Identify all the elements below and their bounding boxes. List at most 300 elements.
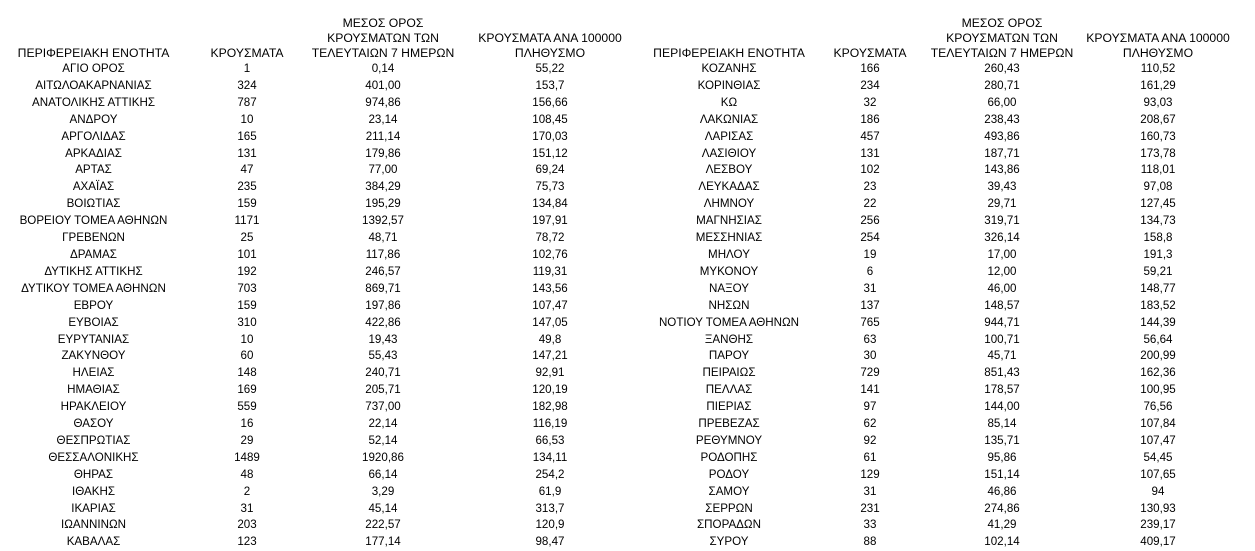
region-cell: ΓΡΕΒΕΝΩΝ: [62, 231, 125, 245]
region-cell: ΑΡΤΑΣ: [75, 163, 112, 177]
cases-cell: 30: [863, 349, 877, 363]
region-cell: ΑΡΚΑΔΙΑΣ: [65, 146, 122, 160]
avg-7-days-cell: 77,00: [368, 163, 398, 177]
per-100000-cell: 173,78: [1140, 146, 1176, 160]
cases-cell: 165: [237, 129, 257, 143]
cases-cell: 254: [860, 231, 880, 245]
per-100000-cell: 191,3: [1143, 247, 1173, 261]
avg-7-days-cell: 23,14: [368, 112, 398, 126]
avg-7-days-cell: 1920,86: [362, 450, 404, 464]
table-row: [0, 501, 641, 518]
header-cases: ΚΡΟΥΣΜΑΤΑ: [833, 46, 907, 60]
avg-7-days-cell: 187,71: [984, 146, 1020, 160]
region-cell: ΜΗΛΟΥ: [708, 247, 750, 261]
avg-7-days-cell: 48,71: [368, 231, 398, 245]
avg-7-days-cell: 197,86: [365, 298, 401, 312]
header-cases: ΚΡΟΥΣΜΑΤΑ: [210, 46, 284, 60]
cases-cell: 88: [863, 535, 877, 549]
cases-cell: 159: [237, 197, 257, 211]
region-cell: ΗΡΑΚΛΕΙΟΥ: [60, 400, 127, 414]
cases-cell: 2: [243, 484, 251, 498]
per-100000-cell: 148,77: [1140, 281, 1176, 295]
per-100000-cell: 107,47: [1140, 433, 1176, 447]
avg-7-days-cell: 102,14: [984, 535, 1020, 549]
right-data-table: [644, 11, 1238, 551]
table-row: [0, 382, 641, 399]
region-cell: ΛΑΣΙΘΙΟΥ: [701, 146, 757, 160]
header-per-100000: ΚΡΟΥΣΜΑΤΑ ΑΝΑ 100000 ΠΛΗΘΥΣΜΟ: [478, 31, 622, 60]
per-100000-cell: 120,9: [535, 518, 565, 532]
avg-7-days-cell: 944,71: [984, 315, 1020, 329]
region-cell: ΝΑΞΟΥ: [708, 281, 750, 295]
per-100000-cell: 66,53: [535, 433, 565, 447]
region-cell: ΔΥΤΙΚΟΥ ΤΟΜΕΑ ΑΘΗΝΩΝ: [21, 281, 166, 295]
avg-7-days-cell: 143,86: [984, 163, 1020, 177]
region-cell: ΛΑΡΙΣΑΣ: [704, 129, 754, 143]
table-row: [0, 247, 641, 264]
region-cell: ΚΑΒΑΛΑΣ: [66, 535, 121, 549]
cases-cell: 48: [240, 467, 254, 481]
cases-cell: 131: [237, 146, 257, 160]
avg-7-days-cell: 117,86: [365, 247, 401, 261]
per-100000-cell: 107,47: [532, 298, 568, 312]
region-cell: ΣΕΡΡΩΝ: [705, 501, 753, 515]
avg-7-days-cell: 179,86: [365, 146, 401, 160]
header-avg-7-days: ΜΕΣΟΣ ΟΡΟΣ ΚΡΟΥΣΜΑΤΩΝ ΤΩΝ ΤΕΛΕΥΤΑΙΩΝ 7 ΗΜΕΡΩΝ: [311, 16, 455, 60]
per-100000-cell: 61,9: [538, 484, 562, 498]
region-cell: ΡΟΔΟΠΗΣ: [700, 450, 758, 464]
avg-7-days-cell: 280,71: [984, 78, 1020, 92]
avg-7-days-cell: 222,57: [365, 518, 401, 532]
per-100000-cell: 102,76: [532, 247, 568, 261]
table-row: [644, 517, 1238, 534]
cases-cell: 129: [860, 467, 880, 481]
avg-7-days-cell: 211,14: [365, 129, 401, 143]
per-100000-cell: 144,39: [1140, 315, 1176, 329]
table-row: [0, 112, 641, 129]
table-row: [644, 315, 1238, 332]
region-cell: ΕΒΡΟΥ: [73, 298, 114, 312]
avg-7-days-cell: 52,14: [368, 433, 398, 447]
region-cell: ΛΕΥΚΑΔΑΣ: [698, 180, 760, 194]
cases-cell: 166: [860, 62, 880, 75]
per-100000-cell: 134,11: [532, 450, 568, 464]
header-region: ΠΕΡΙΦΕΡΕΙΑΚΗ ΕΝΟΤΗΤΑ: [653, 46, 805, 60]
region-cell: ΑΝΑΤΟΛΙΚΗΣ ΑΤΤΙΚΗΣ: [31, 95, 155, 109]
avg-7-days-cell: 326,14: [984, 231, 1020, 245]
left-table-body: [0, 61, 641, 551]
cases-cell: 787: [237, 95, 257, 109]
per-100000-cell: 254,2: [535, 467, 565, 481]
region-cell: ΙΩΑΝΝΙΝΩΝ: [61, 518, 126, 532]
table-row: [644, 162, 1238, 179]
per-100000-cell: 409,17: [1140, 535, 1176, 549]
cases-cell: 61: [863, 450, 877, 464]
avg-7-days-cell: 85,14: [987, 417, 1017, 431]
table-row: [644, 416, 1238, 433]
per-100000-cell: 156,66: [532, 95, 568, 109]
table-row: [644, 450, 1238, 467]
region-cell: ΜΥΚΟΝΟΥ: [699, 264, 759, 278]
per-100000-cell: 55,22: [535, 62, 565, 75]
cases-cell: 92: [863, 433, 877, 447]
avg-7-days-cell: 246,57: [365, 264, 401, 278]
cases-cell: 10: [240, 332, 254, 346]
region-cell: ΑΡΓΟΛΙΔΑΣ: [61, 129, 126, 143]
avg-7-days-cell: 66,14: [368, 467, 398, 481]
table-row: [0, 416, 641, 433]
table-row: [644, 484, 1238, 501]
table-row: [644, 348, 1238, 365]
per-100000-cell: 151,12: [532, 146, 568, 160]
right-table-body: [644, 61, 1238, 551]
region-cell: ΛΑΚΩΝΙΑΣ: [699, 112, 759, 126]
region-cell: ΠΑΡΟΥ: [708, 349, 750, 363]
avg-7-days-cell: 422,86: [365, 315, 401, 329]
avg-7-days-cell: 1392,57: [362, 214, 404, 228]
avg-7-days-cell: 737,00: [365, 400, 401, 414]
per-100000-cell: 130,93: [1140, 501, 1176, 515]
cases-cell: 186: [860, 112, 880, 126]
avg-7-days-cell: 135,71: [984, 433, 1020, 447]
cases-cell: 32: [863, 95, 877, 109]
cases-cell: 137: [860, 298, 880, 312]
avg-7-days-cell: 45,14: [368, 501, 398, 515]
avg-7-days-cell: 55,43: [368, 349, 398, 363]
table-row: [644, 247, 1238, 264]
avg-7-days-cell: 22,14: [368, 417, 398, 431]
per-100000-cell: 239,17: [1140, 518, 1176, 532]
per-100000-cell: 59,21: [1143, 264, 1173, 278]
region-cell: ΖΑΚΥΝΘΟΥ: [61, 349, 126, 363]
region-cell: ΑΧΑΪΑΣ: [72, 180, 115, 194]
header-row: [0, 11, 641, 61]
table-row: [0, 264, 641, 281]
table-row: [0, 332, 641, 349]
per-100000-cell: 208,67: [1140, 112, 1176, 126]
region-cell: ΙΘΑΚΗΣ: [71, 484, 116, 498]
per-100000-cell: 161,29: [1140, 78, 1176, 92]
per-100000-cell: 158,8: [1143, 231, 1173, 245]
cases-cell: 102: [860, 163, 880, 177]
cases-cell: 6: [866, 264, 874, 278]
per-100000-cell: 110,52: [1140, 62, 1176, 75]
cases-cell: 192: [237, 264, 257, 278]
cases-cell: 33: [863, 518, 877, 532]
region-cell: ΣΑΜΟΥ: [708, 484, 750, 498]
cases-cell: 310: [237, 315, 257, 329]
cases-cell: 31: [863, 281, 877, 295]
cases-cell: 63: [863, 332, 877, 346]
cases-cell: 101: [237, 247, 257, 261]
avg-7-days-cell: 19,43: [368, 332, 398, 346]
per-100000-cell: 313,7: [535, 501, 565, 515]
per-100000-cell: 153,7: [535, 78, 565, 92]
region-cell: ΕΥΡΥΤΑΝΙΑΣ: [57, 332, 130, 346]
region-cell: ΚΟΖΑΝΗΣ: [701, 62, 757, 75]
table-row: [644, 365, 1238, 382]
cases-cell: 457: [860, 129, 880, 143]
table-row: [644, 129, 1238, 146]
cases-cell: 765: [860, 315, 880, 329]
region-cell: ΔΥΤΙΚΗΣ ΑΤΤΙΚΗΣ: [44, 264, 143, 278]
cases-cell: 256: [860, 214, 880, 228]
left-data-table: [0, 11, 641, 551]
cases-cell: 131: [860, 146, 880, 160]
cases-cell: 703: [237, 281, 257, 295]
per-100000-cell: 76,56: [1143, 400, 1173, 414]
per-100000-cell: 108,45: [532, 112, 568, 126]
table-row: [644, 467, 1238, 484]
region-cell: ΠΕΛΛΑΣ: [705, 383, 753, 397]
region-cell: ΠΕΙΡΑΙΩΣ: [702, 366, 756, 380]
table-row: [644, 95, 1238, 112]
table-row: [0, 61, 641, 78]
region-cell: ΘΗΡΑΣ: [73, 467, 114, 481]
table-row: [0, 365, 641, 382]
table-row: [0, 517, 641, 534]
table-row: [644, 298, 1238, 315]
table-row: [644, 433, 1238, 450]
per-100000-cell: 69,24: [535, 163, 565, 177]
avg-7-days-cell: 95,86: [987, 450, 1017, 464]
avg-7-days-cell: 12,00: [987, 264, 1017, 278]
avg-7-days-cell: 151,14: [984, 467, 1020, 481]
table-row: [644, 146, 1238, 163]
region-cell: ΜΕΣΣΗΝΙΑΣ: [695, 231, 763, 245]
cases-cell: 123: [237, 535, 257, 549]
per-100000-cell: 120,19: [532, 383, 568, 397]
avg-7-days-cell: 0,14: [371, 62, 395, 75]
per-100000-cell: 143,56: [532, 281, 568, 295]
table-row: [644, 332, 1238, 349]
per-100000-cell: 147,21: [532, 349, 568, 363]
avg-7-days-cell: 240,71: [365, 366, 401, 380]
cases-cell: 19: [863, 247, 877, 261]
table-row: [0, 298, 641, 315]
cases-cell: 729: [860, 366, 880, 380]
region-cell: ΛΕΣΒΟΥ: [705, 163, 753, 177]
table-row: [644, 264, 1238, 281]
table-row: [644, 501, 1238, 518]
table-row: [644, 78, 1238, 95]
region-cell: ΣΥΡΟΥ: [709, 535, 749, 549]
header-avg-7-days: ΜΕΣΟΣ ΟΡΟΣ ΚΡΟΥΣΜΑΤΩΝ ΤΩΝ ΤΕΛΕΥΤΑΙΩΝ 7 ΗΜΕΡΩΝ: [930, 16, 1074, 60]
cases-cell: 62: [863, 417, 877, 431]
cases-cell: 141: [860, 383, 880, 397]
table-row: [0, 467, 641, 484]
cases-cell: 235: [237, 180, 257, 194]
cases-cell: 324: [237, 78, 257, 92]
table-row: [0, 315, 641, 332]
table-row: [644, 399, 1238, 416]
cases-cell: 16: [240, 417, 254, 431]
region-cell: ΘΕΣΣΑΛΟΝΙΚΗΣ: [48, 450, 139, 464]
table-row: [0, 95, 641, 112]
avg-7-days-cell: 45,71: [987, 349, 1017, 363]
per-100000-cell: 54,45: [1143, 450, 1173, 464]
table-row: [644, 179, 1238, 196]
avg-7-days-cell: 260,43: [984, 62, 1020, 75]
table-row: [0, 450, 641, 467]
cases-cell: 60: [240, 349, 254, 363]
per-100000-cell: 107,65: [1140, 467, 1176, 481]
cases-cell: 203: [237, 518, 257, 532]
table-row: [0, 433, 641, 450]
per-100000-cell: 118,01: [1140, 163, 1176, 177]
per-100000-cell: 127,45: [1140, 197, 1176, 211]
per-100000-cell: 134,73: [1140, 214, 1176, 228]
region-cell: ΗΜΑΘΙΑΣ: [67, 383, 120, 397]
avg-7-days-cell: 29,71: [987, 197, 1017, 211]
avg-7-days-cell: 3,29: [371, 484, 395, 498]
cases-cell: 1489: [234, 450, 260, 464]
region-cell: ΠΙΕΡΙΑΣ: [706, 400, 752, 414]
per-100000-cell: 49,8: [538, 332, 562, 346]
cases-cell: 47: [240, 163, 254, 177]
region-cell: ΠΡΕΒΕΖΑΣ: [698, 417, 760, 431]
table-row: [644, 281, 1238, 298]
table-row: [0, 399, 641, 416]
avg-7-days-cell: 274,86: [984, 501, 1020, 515]
cases-cell: 559: [237, 400, 257, 414]
cases-cell: 29: [240, 433, 254, 447]
cases-cell: 22: [863, 197, 877, 211]
avg-7-days-cell: 205,71: [365, 383, 401, 397]
header-row: [644, 11, 1238, 61]
avg-7-days-cell: 974,86: [365, 95, 401, 109]
region-cell: ΚΟΡΙΝΘΙΑΣ: [697, 78, 761, 92]
per-100000-cell: 56,64: [1143, 332, 1173, 346]
region-cell: ΑΝΔΡΟΥ: [69, 112, 118, 126]
table-row: [644, 196, 1238, 213]
table-row: [0, 129, 641, 146]
cases-cell: 25: [240, 231, 254, 245]
avg-7-days-cell: 195,29: [365, 197, 401, 211]
per-100000-cell: 93,03: [1143, 95, 1173, 109]
per-100000-cell: 92,91: [535, 366, 565, 380]
table-row: [0, 146, 641, 163]
region-cell: ΝΗΣΩΝ: [708, 298, 750, 312]
per-100000-cell: 107,84: [1140, 417, 1176, 431]
per-100000-cell: 147,05: [532, 315, 568, 329]
region-cell: ΡΟΔΟΥ: [708, 467, 750, 481]
cases-cell: 23: [863, 180, 877, 194]
avg-7-days-cell: 66,00: [987, 95, 1017, 109]
region-cell: ΙΚΑΡΙΑΣ: [71, 501, 116, 515]
avg-7-days-cell: 17,00: [987, 247, 1017, 261]
avg-7-days-cell: 177,14: [365, 535, 401, 549]
table-row: [0, 196, 641, 213]
per-100000-cell: 134,84: [532, 197, 568, 211]
avg-7-days-cell: 401,00: [365, 78, 401, 92]
cases-cell: 148: [237, 366, 257, 380]
table-row: [0, 484, 641, 501]
table-row: [0, 213, 641, 230]
per-100000-cell: 98,47: [535, 535, 565, 549]
cases-cell: 234: [860, 78, 880, 92]
per-100000-cell: 170,03: [532, 129, 568, 143]
region-cell: ΒΟΙΩΤΙΑΣ: [66, 197, 121, 211]
cases-cell: 159: [237, 298, 257, 312]
per-100000-cell: 182,98: [532, 400, 568, 414]
region-cell: ΘΑΣΟΥ: [73, 417, 114, 431]
region-cell: ΚΩ: [720, 95, 738, 109]
region-cell: ΑΙΤΩΛΟΑΚΑΡΝΑΝΙΑΣ: [35, 78, 152, 92]
avg-7-days-cell: 39,43: [987, 180, 1017, 194]
cases-cell: 31: [240, 501, 254, 515]
per-100000-cell: 200,99: [1140, 349, 1176, 363]
cases-cell: 10: [240, 112, 254, 126]
cases-cell: 1171: [234, 214, 260, 228]
cases-cell: 31: [863, 484, 877, 498]
avg-7-days-cell: 41,29: [987, 518, 1017, 532]
avg-7-days-cell: 493,86: [984, 129, 1020, 143]
region-cell: ΞΑΝΘΗΣ: [704, 332, 754, 346]
header-region: ΠΕΡΙΦΕΡΕΙΑΚΗ ΕΝΟΤΗΤΑ: [17, 46, 170, 60]
table-row: [644, 382, 1238, 399]
per-100000-cell: 78,72: [535, 231, 565, 245]
header-per-100000: ΚΡΟΥΣΜΑΤΑ ΑΝΑ 100000 ΠΛΗΘΥΣΜΟ: [1086, 31, 1230, 60]
table-row: [644, 230, 1238, 247]
region-cell: ΔΡΑΜΑΣ: [70, 247, 117, 261]
avg-7-days-cell: 46,00: [987, 281, 1017, 295]
per-100000-cell: 162,36: [1140, 366, 1176, 380]
table-row: [0, 348, 641, 365]
region-cell: ΛΗΜΝΟΥ: [703, 197, 755, 211]
avg-7-days-cell: 46,86: [987, 484, 1017, 498]
avg-7-days-cell: 384,29: [365, 180, 401, 194]
avg-7-days-cell: 319,71: [984, 214, 1020, 228]
per-100000-cell: 197,91: [532, 214, 568, 228]
table-row: [644, 61, 1238, 78]
avg-7-days-cell: 851,43: [984, 366, 1020, 380]
per-100000-cell: 75,73: [535, 180, 565, 194]
avg-7-days-cell: 869,71: [365, 281, 401, 295]
avg-7-days-cell: 238,43: [984, 112, 1020, 126]
avg-7-days-cell: 178,57: [984, 383, 1020, 397]
per-100000-cell: 160,73: [1140, 129, 1176, 143]
cases-cell: 169: [237, 383, 257, 397]
region-cell: ΜΑΓΝΗΣΙΑΣ: [696, 214, 762, 228]
per-100000-cell: 94: [1151, 484, 1165, 498]
table-row: [0, 78, 641, 95]
region-cell: ΘΕΣΠΡΩΤΙΑΣ: [56, 433, 131, 447]
per-100000-cell: 116,19: [532, 417, 568, 431]
region-cell: ΕΥΒΟΙΑΣ: [68, 315, 119, 329]
avg-7-days-cell: 100,71: [984, 332, 1020, 346]
table-row: [0, 179, 641, 196]
per-100000-cell: 183,52: [1140, 298, 1176, 312]
table-row: [0, 230, 641, 247]
avg-7-days-cell: 148,57: [984, 298, 1020, 312]
region-cell: ΑΓΙΟ ΟΡΟΣ: [62, 62, 125, 75]
table-row: [0, 281, 641, 298]
per-100000-cell: 119,31: [532, 264, 568, 278]
region-cell: ΗΛΕΙΑΣ: [72, 366, 115, 380]
per-100000-cell: 100,95: [1140, 383, 1176, 397]
cases-cell: 231: [860, 501, 880, 515]
cases-cell: 97: [863, 400, 877, 414]
region-cell: ΣΠΟΡΑΔΩΝ: [697, 518, 761, 532]
region-cell: ΝΟΤΙΟΥ ΤΟΜΕΑ ΑΘΗΝΩΝ: [658, 315, 800, 329]
region-cell: ΒΟΡΕΙΟΥ ΤΟΜΕΑ ΑΘΗΝΩΝ: [19, 214, 168, 228]
table-row: [644, 112, 1238, 129]
region-cell: ΡΕΘΥΜΝΟΥ: [695, 433, 763, 447]
avg-7-days-cell: 144,00: [984, 400, 1020, 414]
table-row: [0, 162, 641, 179]
per-100000-cell: 97,08: [1143, 180, 1173, 194]
